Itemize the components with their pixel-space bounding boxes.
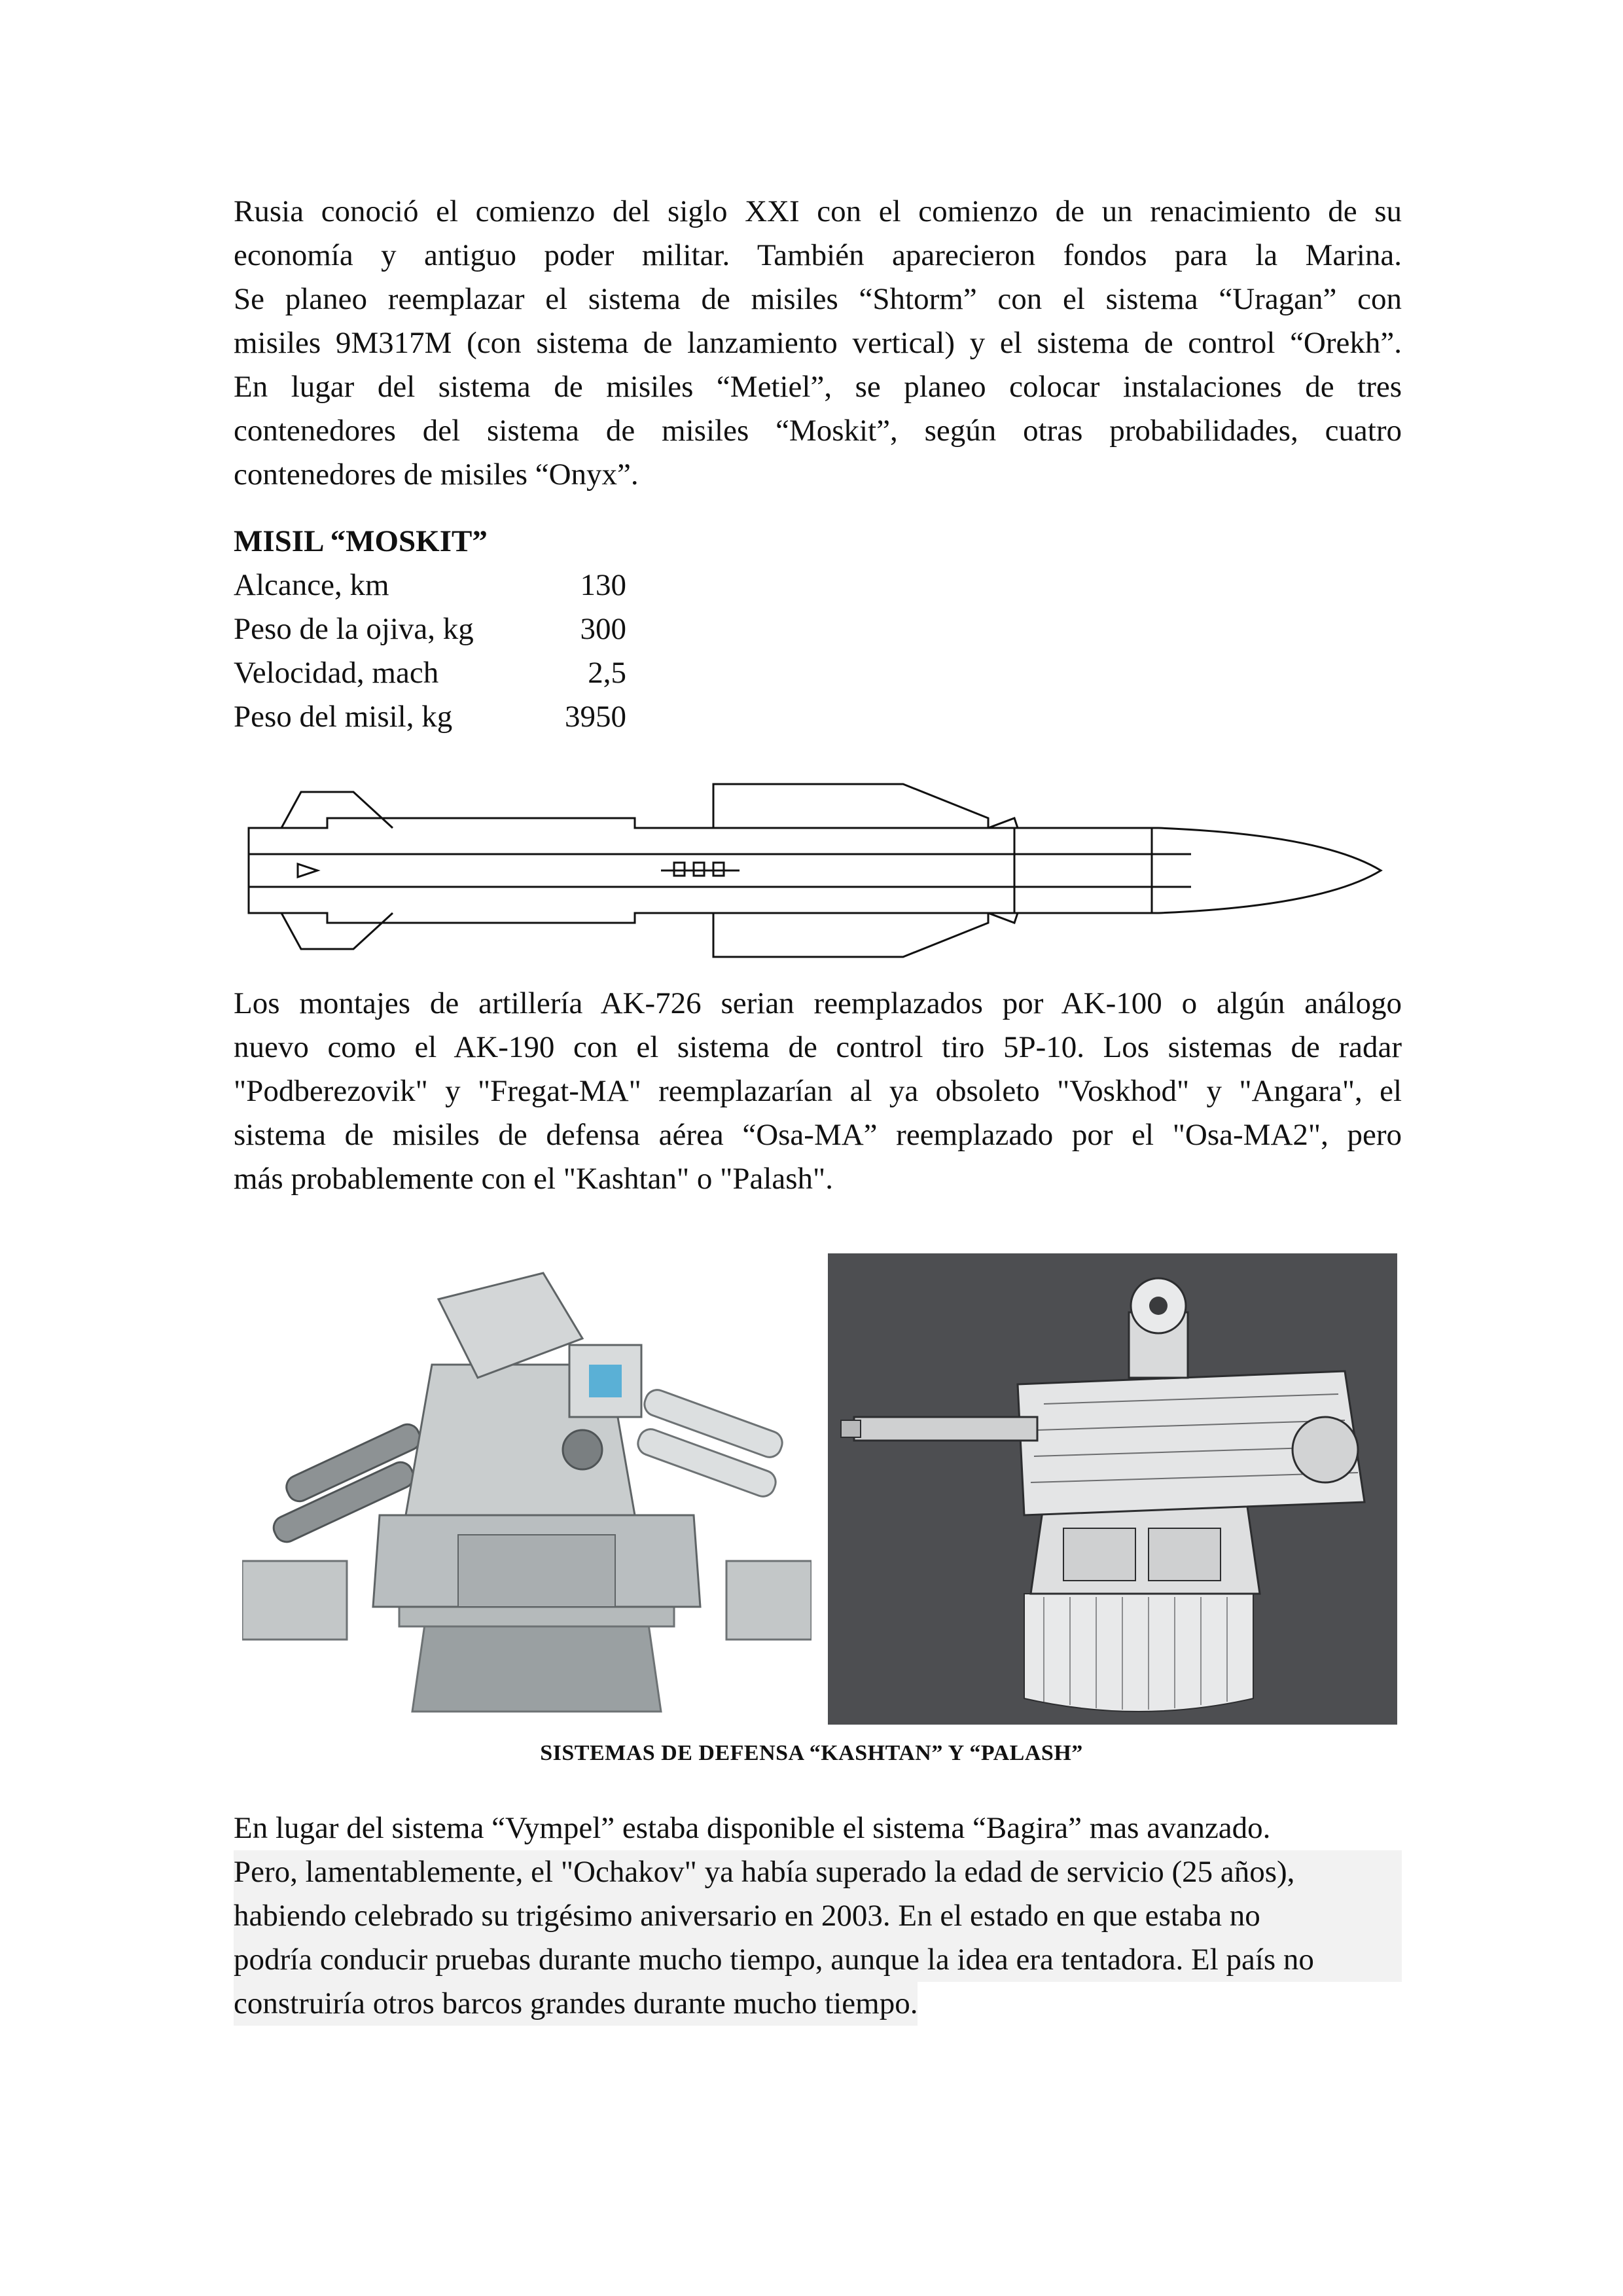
closing-paragraph: [234, 1806, 1402, 2026]
spec-value: 300: [580, 612, 626, 646]
spec-value: 130: [580, 568, 626, 602]
spec-value: 2,5: [588, 656, 626, 690]
spec-row: [234, 611, 626, 655]
artillery-line: "Podberezovik" y "Fregat-MA" reemplazarían al ya obsoleto "Voskhod" y "Angara", el: [234, 1074, 1402, 1108]
intro-line: misiles 9M317M (con sistema de lanzamiento vertical) y el sistema de control “Orekh”.: [234, 326, 1402, 360]
closing-line: construiría otros barcos grandes durante mucho tiempo.: [234, 1982, 918, 2026]
intro-line: En lugar del sistema de misiles “Metiel”, se planeo colocar instalaciones de tres: [234, 370, 1402, 404]
closing-line: podría conducir pruebas durante mucho tiempo, aunque la idea era tentadora. El país no: [234, 1938, 1402, 1982]
intro-line: contenedores del sistema de misiles “Moskit”, según otras probabilidades, cuatro: [234, 414, 1402, 448]
intro-line: economía y antiguo poder militar. También aparecieron fondos para la Marina.: [234, 238, 1402, 272]
spec-row: [234, 699, 626, 743]
closing-line: habiendo celebrado su trigésimo aniversario en 2003. En el estado en que estaba no: [234, 1894, 1402, 1938]
spec-value: 3950: [565, 700, 626, 734]
figure-caption: SISTEMAS DE DEFENSA “KASHTAN” Y “PALASH”: [540, 1741, 1083, 1765]
artillery-line: Los montajes de artillería AK-726 serian reemplazados por AK-100 o algún análogo: [234, 986, 1402, 1020]
kashtan-system-photo: [242, 1253, 812, 1725]
spec-row: [234, 655, 626, 699]
intro-line: Rusia conoció el comienzo del siglo XXI con el comienzo de un renacimiento de su: [234, 194, 1402, 228]
closing-line: Pero, lamentablemente, el "Ochakov" ya había superado la edad de servicio (25 años),: [234, 1850, 1402, 1894]
artillery-line: más probablemente con el "Kashtan" o "Palash".: [234, 1162, 833, 1196]
spec-label: Alcance, km: [234, 568, 389, 602]
artillery-paragraph: [234, 982, 1402, 1201]
spec-row: [234, 567, 626, 611]
spec-label: Velocidad, mach: [234, 656, 439, 690]
palash-system-render: [828, 1253, 1397, 1725]
artillery-line: sistema de misiles de defensa aérea “Osa-MA” reemplazado por el "Osa-MA2", pero: [234, 1118, 1402, 1152]
missile-drawing: [242, 779, 1387, 962]
closing-line: En lugar del sistema “Vympel” estaba disponible el sistema “Bagira” mas avanzado.: [234, 1811, 1271, 1845]
missile-spec-heading: MISIL “MOSKIT”: [234, 524, 488, 558]
artillery-line: nuevo como el AK-190 con el sistema de control tiro 5P-10. Los sistemas de radar: [234, 1030, 1402, 1064]
intro-line: Se planeo reemplazar el sistema de misiles “Shtorm” con el sistema “Uragan” con: [234, 282, 1402, 316]
intro-paragraph: [234, 190, 1402, 497]
intro-line: contenedores de misiles “Onyx”.: [234, 457, 639, 492]
spec-label: Peso de la ojiva, kg: [234, 612, 474, 646]
spec-label: Peso del misil, kg: [234, 700, 453, 734]
